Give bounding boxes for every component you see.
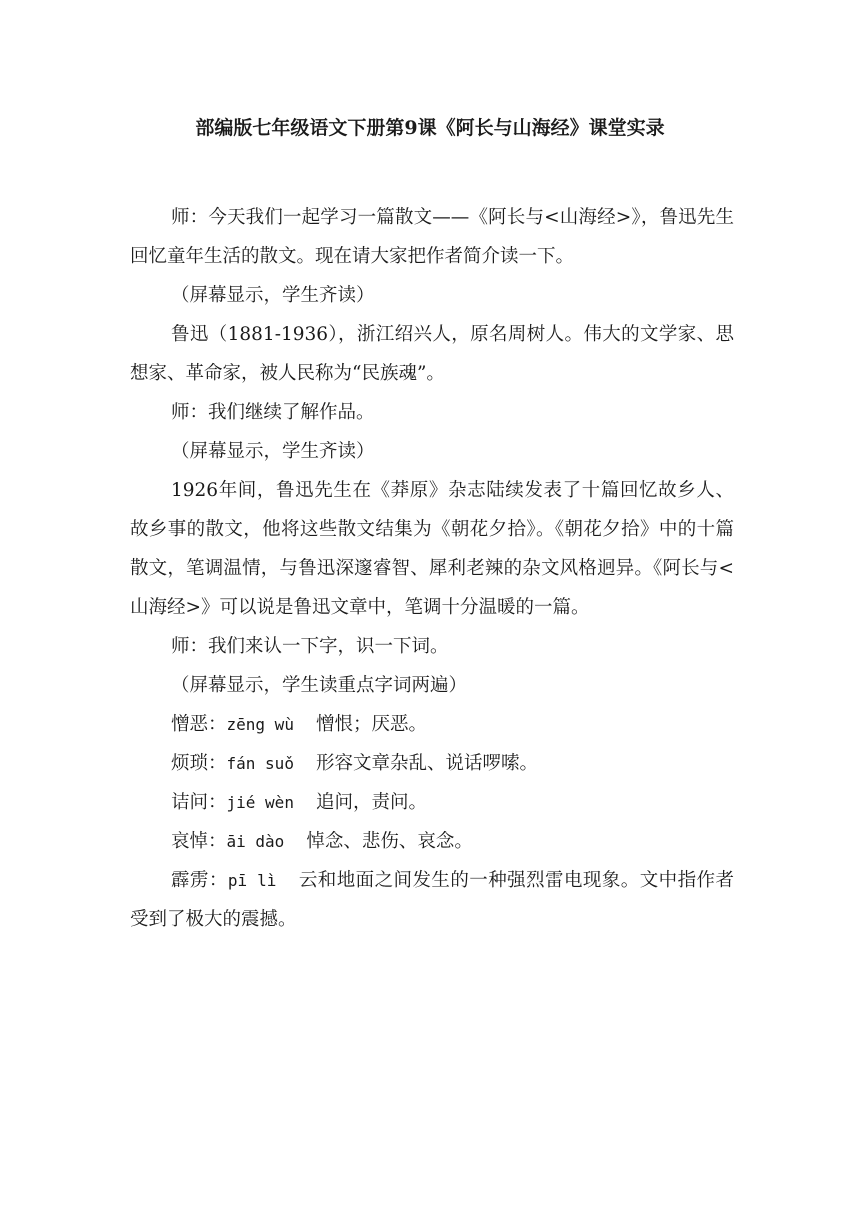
vocab-entry [130,705,734,744]
vocab-meaning: 悼念、悲伤、哀念。 [306,831,473,852]
vocab-pinyin: fán suǒ [226,754,294,773]
document-body [130,198,734,939]
vocab-word: 烦琐： [171,753,227,774]
vocab-pinyin: zēng wù [226,715,294,734]
paragraph: （屏幕显示，学生读重点字词两遍） [171,675,468,696]
vocab-meaning: 云和地面之间发生的一种强烈雷电现象。文中指作者受到了极大的震撼。 [130,870,734,930]
vocab-entry [130,861,734,939]
paragraph: 1926年间，鲁迅先生在《莽原》杂志陆续发表了十篇回忆故乡人、故乡事的散文，他将这些散文结集为《朝花夕拾》。《朝花夕拾》中的十篇散文，笔调温情，与鲁迅深邃睿智、犀利老辣的杂文风格迥异。《阿长与<山海经>》可以说是鲁迅文章中，笔调十分温暖的一篇。 [130,480,734,618]
vocab-entry [130,744,734,783]
paragraph: 师：我们继续了解作品。 [171,402,375,423]
vocab-meaning: 形容文章杂乱、说话啰嗦。 [315,753,538,774]
document-title: 部编版七年级语文下册第9课《阿长与山海经》课堂实录 [195,117,665,139]
vocab-meaning: 憎恨；厌恶。 [315,714,427,735]
vocab-word: 哀悼： [171,831,227,852]
vocab-meaning: 追问，责问。 [315,792,427,813]
paragraph: 鲁迅（1881-1936），浙江绍兴人，原名周树人。伟大的文学家、思想家、革命家，被人民称为“民族魂”。 [130,324,734,384]
vocab-pinyin: āi dào [226,832,285,851]
vocab-entry [130,822,734,861]
vocab-pinyin: pī lì [227,871,277,890]
paragraph: （屏幕显示，学生齐读） [171,441,375,462]
paragraph: 师：今天我们一起学习一篇散文——《阿长与<山海经>》，鲁迅先生回忆童年生活的散文。现在请大家把作者简介读一下。 [130,207,734,267]
vocab-entry [130,783,734,822]
vocab-pinyin: jié wèn [226,793,294,812]
vocab-word: 憎恶： [171,714,227,735]
vocab-word: 诘问： [171,792,227,813]
vocab-word: 霹雳： [171,870,228,891]
paragraph: （屏幕显示，学生齐读） [171,285,375,306]
paragraph: 师：我们来认一下字，识一下词。 [171,636,449,657]
